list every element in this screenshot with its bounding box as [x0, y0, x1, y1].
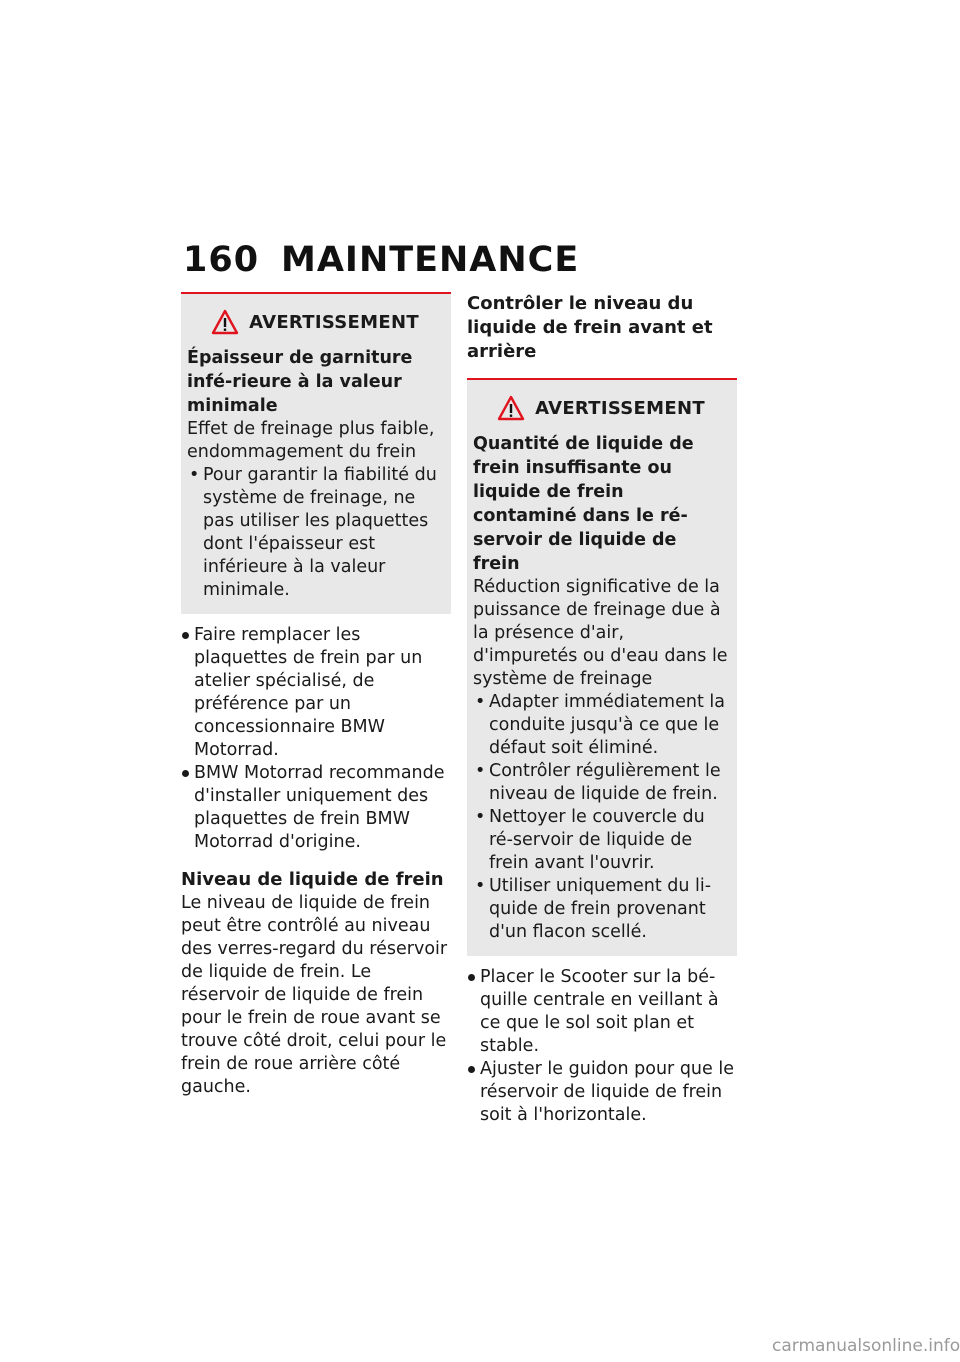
warning-label: AVERTISSEMENT: [535, 397, 705, 419]
action-list: [181, 624, 451, 854]
list-item: Placer le Scooter sur la bé-quille centrale en veillant à ce que le sol soit plan et stable.: [467, 966, 737, 1058]
warning-box: [181, 292, 451, 614]
warning-effect: Réduction significative de la puissance de freinage due à la présence d'air, d'impuretés ou d'eau dans le système de freinage: [473, 577, 728, 689]
warning-subtitle: Quantité de liquide de frein insuffisante ou liquide de frein contaminé dans le ré-servoir de liquide de frein: [473, 434, 694, 574]
watermark: carmanualsonline.info: [772, 1336, 960, 1356]
page-title: MAINTENANCE: [281, 240, 580, 280]
warning-list: [187, 464, 443, 602]
warning-header: [187, 308, 443, 336]
list-item: • Nettoyer le couvercle du ré-servoir de liquide de frein avant l'ouvrir.: [473, 806, 729, 875]
list-item: • Pour garantir la fiabilité du système de freinage, ne pas utiliser les plaquettes dont l'épaisseur est inférieure à la valeur minimale.: [187, 464, 443, 602]
list-item: Faire remplacer les plaquettes de frein par un atelier spécialisé, de préférence par un concessionnaire BMW Motorrad.: [181, 624, 451, 762]
warning-effect: Effet de freinage plus faible, endommagement du frein: [187, 419, 435, 462]
action-list: [467, 966, 737, 1127]
warning-box: [467, 380, 737, 956]
section-body: Le niveau de liquide de frein peut être contrôlé au niveau des verres-regard du réservoir de liquide de frein. Le réservoir de liquide de frein pour le frein de roue avant se trouve côté droit, celui pour le frein de roue arrière côté gauche.: [181, 893, 448, 1097]
section-heading: Niveau de liquide de frein: [181, 869, 444, 890]
list-item: • Utiliser uniquement du li-quide de frein provenant d'un flacon scellé.: [473, 875, 729, 944]
right-column: [467, 292, 737, 1127]
left-column: [181, 292, 451, 1099]
warning-triangle-icon: [211, 308, 239, 336]
warning-list: [473, 691, 729, 944]
section-heading: Contrôler le niveau du liquide de frein avant et arrière: [467, 292, 737, 380]
page-header: [183, 240, 579, 280]
page-number: 160: [183, 240, 260, 280]
list-item: • Contrôler régulièrement le niveau de liquide de frein.: [473, 760, 729, 806]
list-item: • Adapter immédiatement la conduite jusqu'à ce que le défaut soit éliminé.: [473, 691, 729, 760]
warning-subtitle: Épaisseur de garniture infé-rieure à la valeur minimale: [187, 348, 413, 416]
warning-triangle-icon: [497, 394, 525, 422]
list-item: BMW Motorrad recommande d'installer uniquement des plaquettes de frein BMW Motorrad d'origine.: [181, 762, 451, 854]
warning-header: [473, 394, 729, 422]
list-item: Ajuster le guidon pour que le réservoir de liquide de frein soit à l'horizontale.: [467, 1058, 737, 1127]
warning-label: AVERTISSEMENT: [249, 311, 419, 333]
